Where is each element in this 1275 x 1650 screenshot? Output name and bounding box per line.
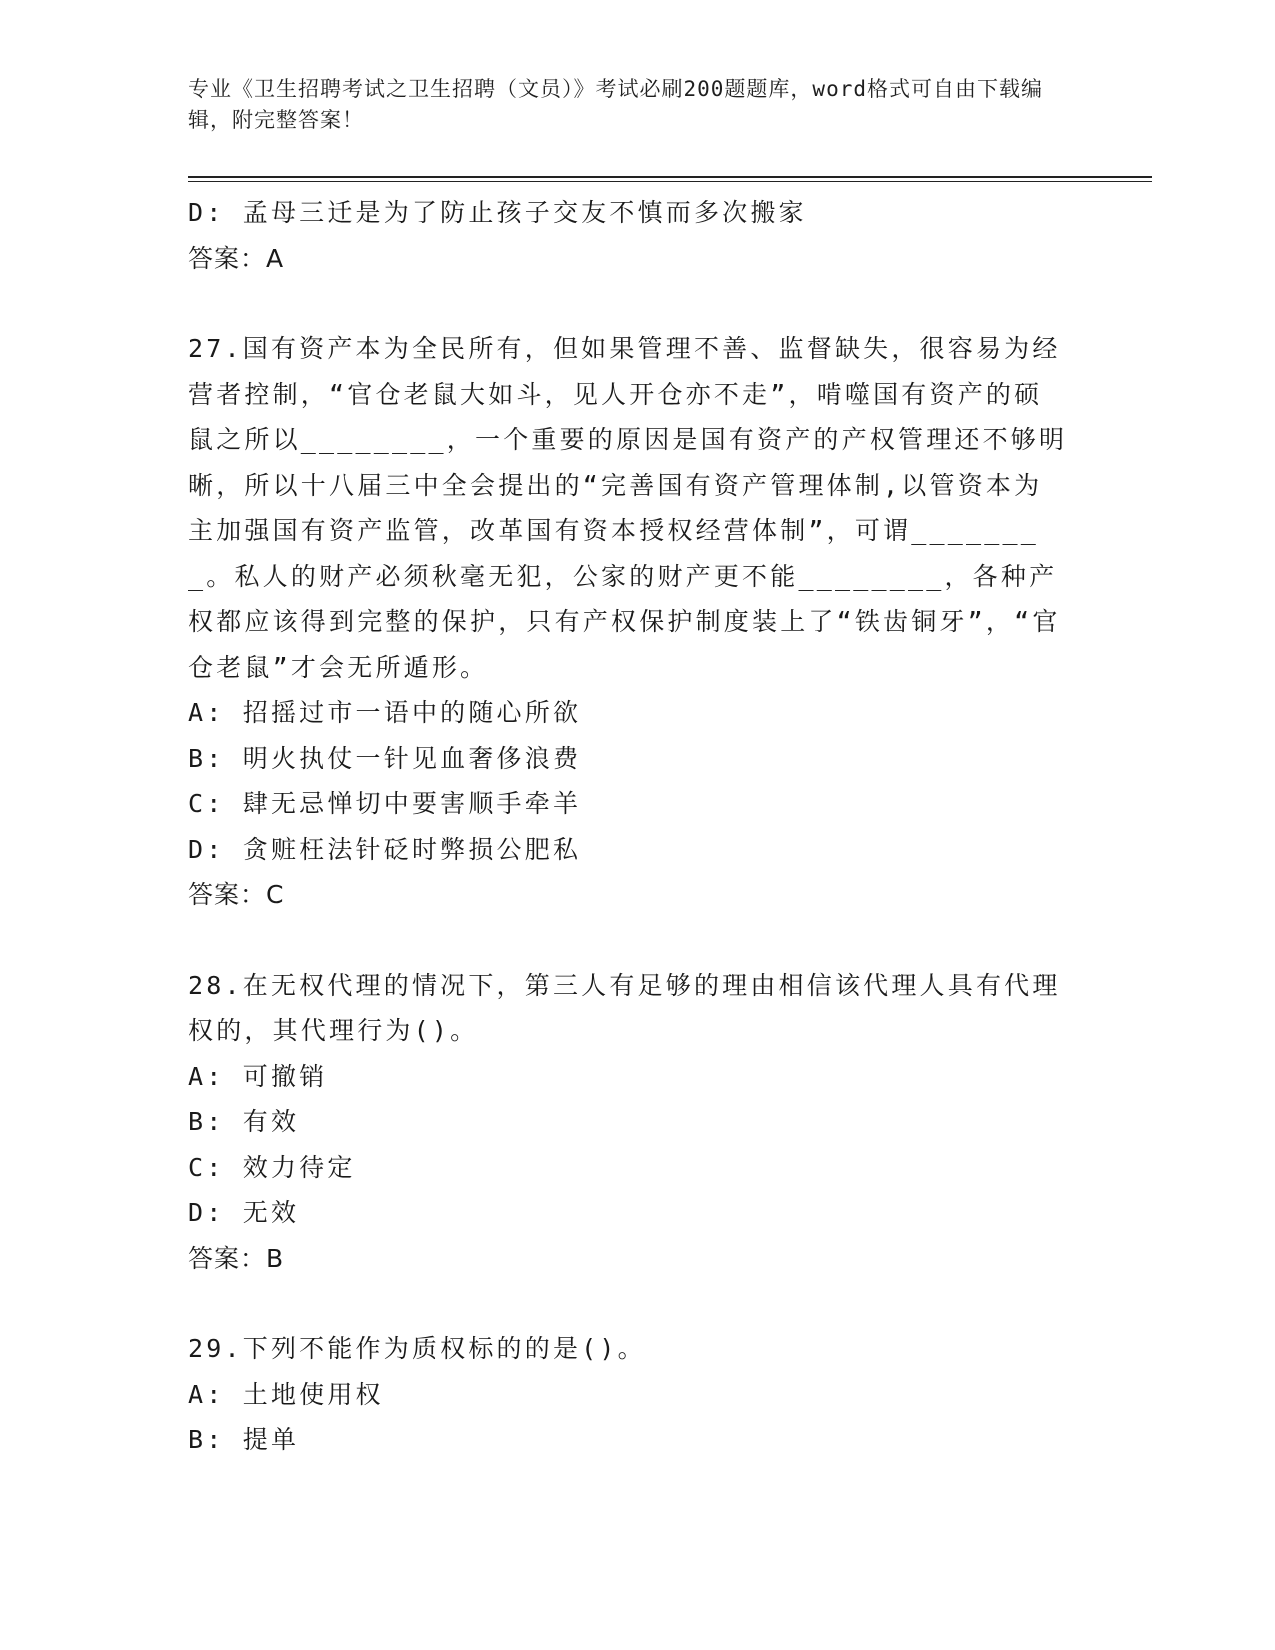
- q28-answer: 答案：B: [188, 1243, 285, 1273]
- q27-stem: 27.国有资产本为全民所有，但如果管理不善、监督缺失，很容易为经营者控制，“官仓老鼠大如斗，见人开仓亦不走”，啃噬国有资产的硕鼠之所以________，一个重要的原因是国有资产的产权管理还不够明晰，所以十八届三中全会提出的“完善国有资产管理体制,以管资本为主加强国有资产监管，改革国有资本授权经营体制”，可谓________。私人的财产必须秋毫无犯，公家的财产更不能________，各种产权都应该得到完整的保护，只有产权保护制度装上了“铁齿铜牙”，“官仓老鼠”才会无所遁形。: [188, 334, 1068, 682]
- q27-option-c: C: 肆无忌惮切中要害顺手牵羊: [188, 789, 582, 818]
- q27-option-d: D: 贪赃枉法针砭时弊损公肥私: [188, 834, 582, 864]
- q28-option-c: C: 效力待定: [188, 1152, 356, 1182]
- q28-stem: 28.在无权代理的情况下，第三人有足够的理由相信该代理人具有代理权的，其代理行为()。: [188, 970, 1061, 1045]
- q29-stem: 29.下列不能作为质权标的的是()。: [188, 1334, 646, 1363]
- header-divider-thin: [188, 181, 1152, 182]
- q26-option-d: D: 孟母三迁是为了防止孩子交友不慎而多次搬家: [188, 198, 807, 227]
- document-content: [188, 190, 1068, 1463]
- q27-answer: 答案：C: [188, 880, 285, 909]
- q27-option-a: A: 招摇过市一语中的随心所欲: [188, 698, 582, 727]
- q29-option-a: A: 土地使用权: [188, 1379, 384, 1409]
- q28-option-b: B: 有效: [188, 1107, 300, 1136]
- header-divider-thick: [188, 176, 1152, 178]
- q26-answer: 答案：A: [188, 243, 285, 273]
- question-28: [188, 963, 1068, 1282]
- question-27: [188, 326, 1068, 918]
- question-29: [188, 1326, 1068, 1463]
- q28-option-d: D: 无效: [188, 1198, 300, 1227]
- q29-option-b: B: 提单: [188, 1425, 300, 1454]
- q27-option-b: B: 明火执仗一针见血奢侈浪费: [188, 743, 582, 773]
- q28-option-a: A: 可撤销: [188, 1061, 328, 1091]
- document-header: 专业《卫生招聘考试之卫生招聘（文员）》考试必刷200题题库，word格式可自由下载编辑，附完整答案！: [188, 77, 1043, 132]
